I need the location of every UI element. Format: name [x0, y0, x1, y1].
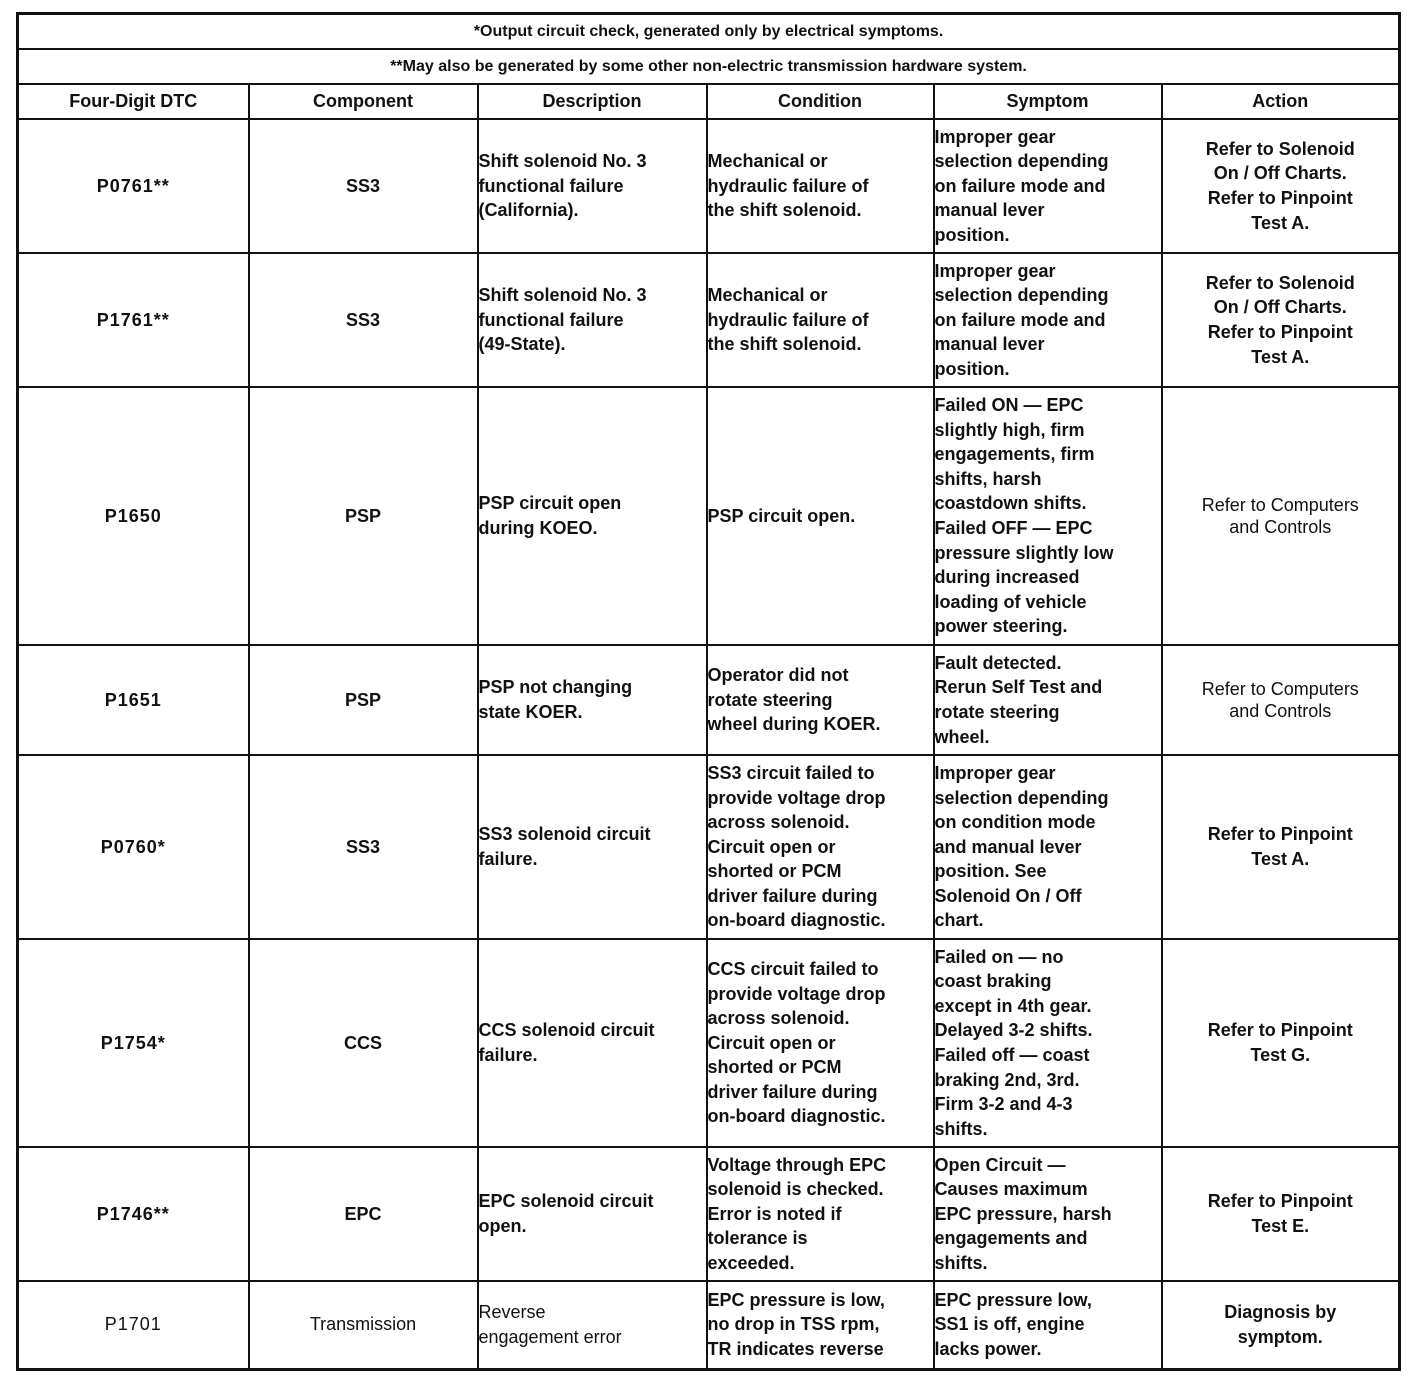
- description-text: PSP circuit open during KOEO.: [478, 493, 622, 538]
- symptom-text: Failed on — no coast braking except in 4th gear. Delayed 3-2 shifts. Failed off — coast braking 2nd, 3rd. Firm 3-2 and 4-3 shifts.: [934, 946, 1093, 1139]
- condition-text: CCS circuit failed to provide voltage drop across solenoid. Circuit open or shorted or PCM driver failure during on-board diagnostic.: [707, 958, 886, 1127]
- condition-text: PSP circuit open.: [707, 505, 856, 526]
- action-text: Refer to Pinpoint Test A.: [1207, 824, 1353, 869]
- symptom: [934, 755, 1162, 939]
- dtc-table-wrapper: [16, 12, 1398, 1371]
- table-row: [18, 755, 1400, 939]
- dtc-code: P1650: [18, 387, 249, 645]
- symptom-text: Improper gear selection depending on failure mode and manual lever position.: [934, 126, 1109, 245]
- condition: [707, 939, 934, 1147]
- description-text: SS3 solenoid circuit failure.: [478, 824, 651, 869]
- symptom: [934, 387, 1162, 645]
- action: [1162, 253, 1400, 387]
- action-text: Refer to Solenoid On / Off Charts. Refer to Pinpoint Test A.: [1205, 272, 1355, 367]
- header-action: Action: [1162, 84, 1400, 119]
- component: SS3: [249, 253, 478, 387]
- description-text: PSP not changing state KOER.: [478, 677, 633, 722]
- description: [478, 387, 707, 645]
- description-text: EPC solenoid circuit open.: [478, 1191, 654, 1236]
- dtc-code: P1651: [18, 645, 249, 755]
- header-component: Component: [249, 84, 478, 119]
- table-row: [18, 1147, 1400, 1281]
- action-text: Diagnosis by symptom.: [1224, 1302, 1337, 1347]
- header-symptom: Symptom: [934, 84, 1162, 119]
- condition: [707, 1281, 934, 1369]
- symptom-text: Fault detected. Rerun Self Test and rotate steering wheel.: [934, 652, 1103, 747]
- symptom-text: Improper gear selection depending on failure mode and manual lever position.: [934, 260, 1109, 379]
- dtc-code: P0760*: [18, 755, 249, 939]
- dtc-code: P1754*: [18, 939, 249, 1147]
- condition-text: Voltage through EPC solenoid is checked. Error is noted if tolerance is exceeded.: [707, 1154, 887, 1273]
- header-description: Description: [478, 84, 707, 119]
- action-text: Refer to Pinpoint Test G.: [1207, 1020, 1353, 1065]
- table-row: [18, 119, 1400, 253]
- symptom-text: Improper gear selection depending on condition mode and manual lever position. See Solenoid On / Off chart.: [934, 762, 1109, 931]
- dtc-code: P0761**: [18, 119, 249, 253]
- description: [478, 755, 707, 939]
- symptom: [934, 1281, 1162, 1369]
- action: [1162, 119, 1400, 253]
- description-text: Shift solenoid No. 3 functional failure (49-State).: [478, 285, 647, 355]
- component: EPC: [249, 1147, 478, 1281]
- condition-text: EPC pressure is low, no drop in TSS rpm, TR indicates reverse: [707, 1289, 885, 1360]
- dtc-code: P1701: [18, 1281, 249, 1369]
- header-row: [18, 84, 1400, 119]
- description: [478, 119, 707, 253]
- action: [1162, 939, 1400, 1147]
- header-condition: Condition: [707, 84, 934, 119]
- component: SS3: [249, 119, 478, 253]
- table-row: [18, 1281, 1400, 1369]
- condition-text: Operator did not rotate steering wheel during KOER.: [707, 665, 881, 735]
- condition-text: SS3 circuit failed to provide voltage drop across solenoid. Circuit open or shorted or PCM driver failure during on-board diagnostic.: [707, 762, 886, 931]
- footnote-electrical: *Output circuit check, generated only by electrical symptoms.: [18, 14, 1400, 50]
- symptom-text: Failed ON — EPC slightly high, firm engagements, firm shifts, harsh coastdown shifts. Failed OFF — EPC pressure slightly low during increased loading of vehicle power steering.: [934, 395, 1114, 637]
- description: [478, 1147, 707, 1281]
- symptom: [934, 1147, 1162, 1281]
- symptom: [934, 253, 1162, 387]
- symptom-text: EPC pressure low, SS1 is off, engine lacks power.: [934, 1289, 1092, 1360]
- dtc-code: P1761**: [18, 253, 249, 387]
- table-row: [18, 645, 1400, 755]
- action: [1162, 645, 1400, 755]
- dtc-code: P1746**: [18, 1147, 249, 1281]
- header-dtc: Four-Digit DTC: [18, 84, 249, 119]
- symptom: [934, 645, 1162, 755]
- component: CCS: [249, 939, 478, 1147]
- description-text: Shift solenoid No. 3 functional failure (California).: [478, 151, 647, 221]
- description-text: Reverse engagement error: [478, 1302, 622, 1347]
- component: Transmission: [249, 1281, 478, 1369]
- footnote-non-electric: **May also be generated by some other non-electric transmission hardware system.: [18, 49, 1400, 84]
- description: [478, 1281, 707, 1369]
- condition: [707, 1147, 934, 1281]
- description-text: CCS solenoid circuit failure.: [478, 1020, 655, 1065]
- symptom-text: Open Circuit — Causes maximum EPC pressure, harsh engagements and shifts.: [934, 1154, 1112, 1273]
- description: [478, 939, 707, 1147]
- action: [1162, 1281, 1400, 1369]
- component: SS3: [249, 755, 478, 939]
- condition: [707, 253, 934, 387]
- condition: [707, 119, 934, 253]
- description: [478, 645, 707, 755]
- dtc-table: [16, 12, 1401, 1371]
- action: [1162, 1147, 1400, 1281]
- table-row: [18, 387, 1400, 645]
- note-row-2: [18, 49, 1400, 84]
- condition-text: Mechanical or hydraulic failure of the shift solenoid.: [707, 285, 869, 355]
- table-row: [18, 939, 1400, 1147]
- condition: [707, 755, 934, 939]
- component: PSP: [249, 645, 478, 755]
- condition-text: Mechanical or hydraulic failure of the shift solenoid.: [707, 151, 869, 221]
- condition: [707, 645, 934, 755]
- action-text: Refer to Pinpoint Test E.: [1207, 1191, 1353, 1236]
- action-text: Refer to Computers and Controls: [1201, 495, 1359, 537]
- action-text: Refer to Solenoid On / Off Charts. Refer to Pinpoint Test A.: [1205, 138, 1355, 233]
- description: [478, 253, 707, 387]
- table-row: [18, 253, 1400, 387]
- action: [1162, 387, 1400, 645]
- note-row-1: [18, 14, 1400, 50]
- symptom: [934, 939, 1162, 1147]
- action: [1162, 755, 1400, 939]
- component: PSP: [249, 387, 478, 645]
- symptom: [934, 119, 1162, 253]
- condition: [707, 387, 934, 645]
- action-text: Refer to Computers and Controls: [1201, 679, 1359, 721]
